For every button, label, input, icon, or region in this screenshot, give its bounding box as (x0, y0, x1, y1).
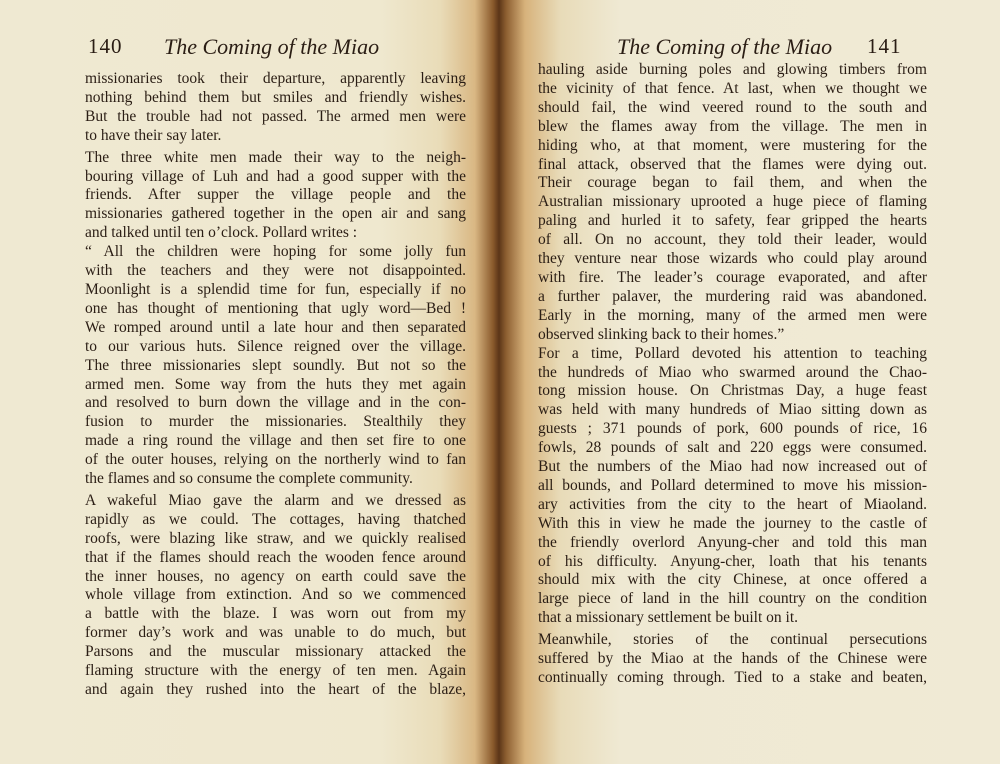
text-line: hiding who, at that moment, were mustering for the (538, 136, 927, 154)
text-line: of his difficulty. Anyung-cher, loath that his tenants (538, 552, 927, 570)
text-line: suffered by the Miao at the hands of the Chinese were (538, 650, 927, 668)
text-line: to have their say later. (85, 126, 222, 144)
text-line: made a ring round the village and then set fire to one (85, 432, 466, 450)
left-page-header (88, 34, 468, 64)
text-line: Meanwhile, stories of the continual persecutions (538, 631, 927, 649)
text-line: and resolved to burn down the village and in the con- (85, 394, 466, 412)
left-page (0, 0, 495, 764)
text-line: one has thought of mentioning that ugly word—Bed ! (85, 299, 466, 317)
text-line: final attack, observed that the flames were dying out. (538, 155, 927, 173)
text-line: “ All the children were hoping for some jolly fun (85, 243, 466, 261)
text-line: with fire. The leader’s courage evaporated, and after (538, 268, 927, 286)
left-page-text (85, 70, 466, 700)
text-line: the hundreds of Miao who swarmed around the Chao- (538, 363, 927, 381)
text-line: with the teachers and they were not disappointed. (85, 262, 466, 280)
running-title: The Coming of the Miao (164, 34, 380, 59)
text-line: missionaries gathered together in the open air and sang (85, 205, 466, 223)
text-line: the vicinity of that fence. At last, when we thought we (538, 79, 927, 97)
text-line: roofs, were blazing like straw, and we quickly realised (85, 529, 466, 547)
text-line: Moonlight is a splendid time for fun, especially if no (85, 280, 466, 298)
right-page (505, 0, 1000, 764)
text-line: to our various huts. Silence reigned over the village. (85, 337, 466, 355)
text-line: Australian missionary uprooted a huge piece of flaming (538, 193, 927, 211)
text-line: a battle with the blaze. I was worn out from my (85, 605, 466, 623)
text-line: a further palaver, the murdering raid was abandoned. (538, 287, 927, 305)
text-line: former day’s work and was unable to do much, but (85, 624, 466, 642)
text-line: guests ; 371 pounds of pork, 600 pounds of rice, 16 (538, 420, 927, 438)
text-line: armed men. Some way from the huts they met again (85, 375, 466, 393)
text-line: that a missionary settlement be built on it. (538, 609, 799, 627)
text-line: of the outer houses, relying on the northerly wind to fan (85, 451, 466, 469)
text-line: But the numbers of the Miao had now increased out of (538, 458, 927, 476)
text-line: Parsons and the muscular missionary attacked the (85, 643, 466, 661)
text-line: of all. On no account, they told their leader, would (538, 231, 927, 249)
text-line: missionaries took their departure, apparently leaving (85, 70, 466, 87)
text-line: Their courage began to fail them, and when the (538, 174, 927, 192)
text-line: bouring village of Luh and had a good supper with the (85, 167, 466, 185)
text-line: Early in the morning, many of the armed men were (538, 306, 927, 324)
text-line: the friendly overlord Anyung-cher and told this man (538, 533, 927, 551)
right-page-header (617, 34, 1000, 64)
text-line: nothing behind them but smiles and friendly wishes. (85, 88, 466, 106)
text-line: rapidly as we could. The cottages, having thatched (85, 510, 466, 528)
text-line: ary activities from the city to the heart of Miaoland. (538, 495, 927, 513)
text-line: was held with many hundreds of Miao sitting down as (538, 401, 927, 419)
running-title: The Coming of the Miao (617, 34, 833, 59)
text-line: friends. After supper the village people and the (85, 186, 466, 204)
text-line: flaming structure with the energy of ten men. Again (85, 662, 466, 680)
text-line: We romped around until a late hour and then separated (85, 318, 466, 336)
text-line: should fail, the wind veered round to the south and (538, 98, 927, 116)
text-line: they venture near those wizards who could play around (538, 250, 927, 268)
text-line: hauling aside burning poles and glowing timbers from (538, 61, 927, 78)
text-line: that if the flames should reach the wooden fence around (85, 548, 466, 566)
text-line: For a time, Pollard devoted his attention to teaching (538, 344, 927, 362)
text-line: whole village from extinction. And so we commenced (85, 586, 466, 604)
text-line: continually coming through. Tied to a stake and beaten, (538, 669, 927, 686)
page-number: 140 (88, 34, 123, 58)
page-number: 141 (867, 34, 902, 58)
text-line: fusion to murder the missionaries. Stealthily they (85, 413, 466, 431)
text-line: The three white men made their way to the neigh- (85, 148, 466, 166)
text-line: all bounds, and Pollard determined to move his mission- (538, 476, 927, 494)
text-line: and again they rushed into the heart of the blaze, (85, 681, 466, 698)
text-line: tong mission house. On Christmas Day, a huge feast (538, 382, 927, 400)
text-line: A wakeful Miao gave the alarm and we dressed as (85, 491, 466, 509)
text-line: fowls, 28 pounds of salt and 220 eggs were consumed. (538, 439, 927, 457)
text-line: should mix with the city Chinese, at once offered a (538, 571, 927, 589)
text-line: observed slinking back to their homes.” (538, 325, 785, 343)
text-line: the flames and so consume the complete community. (85, 470, 413, 488)
text-line: But the trouble had not passed. The armed men were (85, 107, 466, 125)
text-line: The three missionaries slept soundly. But not so the (85, 356, 466, 374)
text-line: paling and hurled it to safety, fear gripped the hearts (538, 212, 927, 230)
right-page-text (538, 61, 927, 688)
text-line: blew the flames away from the village. The men in (538, 117, 927, 135)
text-line: large piece of land in the hill country on the condition (538, 590, 927, 608)
text-line: and talked until ten o’clock. Pollard writes : (85, 224, 358, 242)
text-line: the inner houses, no agency on earth could save the (85, 567, 466, 585)
text-line: With this in view he made the journey to the castle of (538, 514, 927, 532)
